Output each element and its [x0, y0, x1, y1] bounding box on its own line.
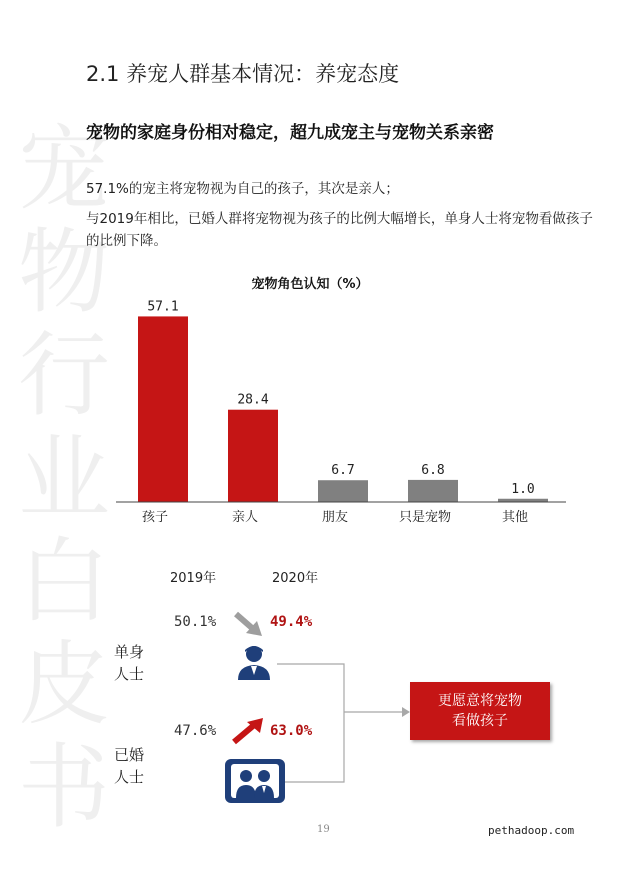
person-icon: [234, 642, 274, 686]
single-label-line1: 单身: [114, 643, 145, 661]
down-arrow-icon: [236, 614, 262, 636]
data-label-0: 57.1: [147, 299, 179, 315]
result-box: [410, 682, 550, 740]
married-label-line2: 人士: [114, 768, 145, 786]
footer-website: pethadoop.com: [488, 824, 575, 837]
watermark-char: 物: [18, 219, 111, 326]
category-label-2: 朋友: [321, 510, 349, 525]
bar-0: [138, 316, 188, 502]
married-2019-value: 47.6%: [174, 723, 217, 739]
chart-title: 宠物角色认知（%）: [251, 277, 369, 292]
single-group-label: [114, 641, 144, 685]
category-label-3: 只是宠物: [398, 510, 452, 525]
married-group-label: [114, 744, 144, 788]
bar-1: [228, 410, 278, 502]
data-label-1: 28.4: [237, 392, 269, 408]
category-label-1: 亲人: [231, 510, 259, 525]
married-label-line1: 已婚: [114, 746, 145, 764]
bar-3: [408, 480, 458, 502]
result-line2: 看做孩子: [452, 713, 508, 729]
single-2020-value: 49.4%: [270, 614, 313, 630]
watermark-char: 皮: [18, 631, 111, 738]
married-2020-value: 63.0%: [270, 723, 313, 739]
connector-arrowhead-icon: [402, 707, 410, 717]
watermark-char: 行: [18, 322, 111, 429]
paragraph-2: 与2019年相比，已婚人群将宠物视为孩子的比例大幅增长，单身人士将宠物看做孩子的比例下降。: [86, 211, 593, 249]
section-subheading: 宠物的家庭身份相对稳定，超九成宠主与宠物关系亲密: [86, 123, 494, 143]
category-label-4: 其他: [501, 510, 529, 525]
couple-icon: [224, 758, 286, 808]
pet-role-bar-chart: [100, 270, 580, 528]
single-2019-value: 50.1%: [174, 614, 217, 630]
watermark-char: 书: [18, 734, 111, 841]
paragraph-1: 57.1%的宠主将宠物视为自己的孩子，其次是亲人；: [86, 181, 399, 197]
up-arrow-icon: [234, 718, 263, 742]
page-number: 19: [317, 824, 330, 835]
data-label-2: 6.7: [331, 463, 355, 479]
watermark-char: 宠: [18, 116, 111, 223]
year-2019-label: 2019年: [170, 571, 217, 586]
watermark-char: 业: [18, 425, 111, 532]
category-label-0: 孩子: [141, 510, 169, 525]
year-2020-label: 2020年: [272, 571, 319, 586]
section-heading: 2.1 养宠人群基本情况：养宠态度: [86, 62, 400, 86]
data-label-3: 6.8: [421, 462, 445, 478]
data-label-4: 1.0: [511, 481, 535, 497]
single-label-line2: 人士: [114, 665, 145, 683]
watermark-char: 白: [18, 528, 111, 635]
result-line1: 更愿意将宠物: [438, 693, 522, 709]
bar-2: [318, 480, 368, 502]
